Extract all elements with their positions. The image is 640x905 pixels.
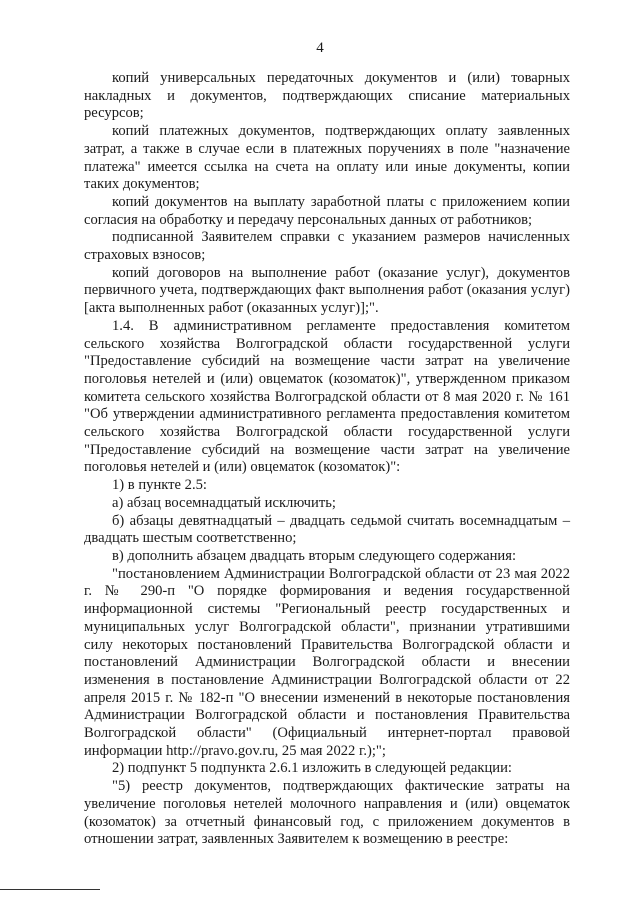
paragraph: копий документов на выплату заработной платы с приложением копии согласия на обработку и передачу персональных данных от работников; [84, 193, 570, 228]
paragraph: 1.4. В административном регламенте предоставления комитетом сельского хозяйства Волгоградской области государственной услуги "Предоставление субсидий на возмещение части затрат на увеличение поголовья нетелей и (или) овцематок (козоматок)", утвержденном приказом комитета сельского хозяйства Волгоградской области от 8 мая 2020 г. № 161 "Об утверждении административного регламента предоставления комитетом сельского хозяйства Волгоградской области государственной услуги "Предоставление субсидий на возмещение части затрат на увеличение поголовья нетелей и (или) овцематок (козоматок)": [84, 317, 570, 476]
document-body [84, 70, 570, 849]
paragraph: "5) реестр документов, подтверждающих фактические затраты на увеличение поголовья нетелей молочного направления и (или) овцематок (козоматок) за отчетный финансовый год, с приложением документов в отношении затрат, заявленных Заявителем к возмещению в реестре: [84, 778, 570, 848]
paragraph: в) дополнить абзацем двадцать вторым следующего содержания: [112, 547, 516, 564]
footnote-divider [0, 889, 100, 890]
page-number: 4 [316, 40, 324, 56]
paragraph: а) абзац восемнадцатый исключить; [112, 494, 336, 511]
paragraph: б) абзацы девятнадцатый – двадцать седьмой считать восемнадцатым – двадцать шестым соответственно; [84, 512, 570, 547]
paragraph: "постановлением Администрации Волгоградской области от 23 мая 2022 г. № 290-п "О порядке формирования и ведения государственной информационной системы "Региональный реестр государственных и муниципальных услуг Волгоградской области", признании утратившими силу некоторых постановлений Правительства Волгоградской области и постановлений Администрации Волгоградской области и внесении изменения в постановление Администрации Волгоградской области от 22 апреля 2015 г. № 182-п "О внесении изменений в некоторые постановления Администрации Волгоградской области и постановления Правительства Волгоградской области" (Официальный интернет-портал правовой информации http://pravo.gov.ru, 25 мая 2022 г.);"; [84, 565, 570, 759]
paragraph: 1) в пункте 2.5: [112, 477, 207, 494]
paragraph: копий договоров на выполнение работ (оказание услуг), документов первичного учета, подтверждающих факт выполнения работ (оказания услуг) [акта выполненных работ (оказанных услуг)];". [84, 264, 570, 317]
paragraph: копий универсальных передаточных документов и (или) товарных накладных и документов, подтверждающих списание материальных ресурсов; [84, 70, 570, 122]
paragraph: 2) подпункт 5 подпункта 2.6.1 изложить в следующей редакции: [112, 760, 512, 777]
paragraph: копий платежных документов, подтверждающих оплату заявленных затрат, а также в случае если в платежных поручениях в поле "назначение платежа" имеется ссылка на счета на оплату или иные документы, копии таких документов; [84, 123, 570, 193]
paragraph: подписанной Заявителем справки с указанием размеров начисленных страховых взносов; [84, 229, 570, 264]
